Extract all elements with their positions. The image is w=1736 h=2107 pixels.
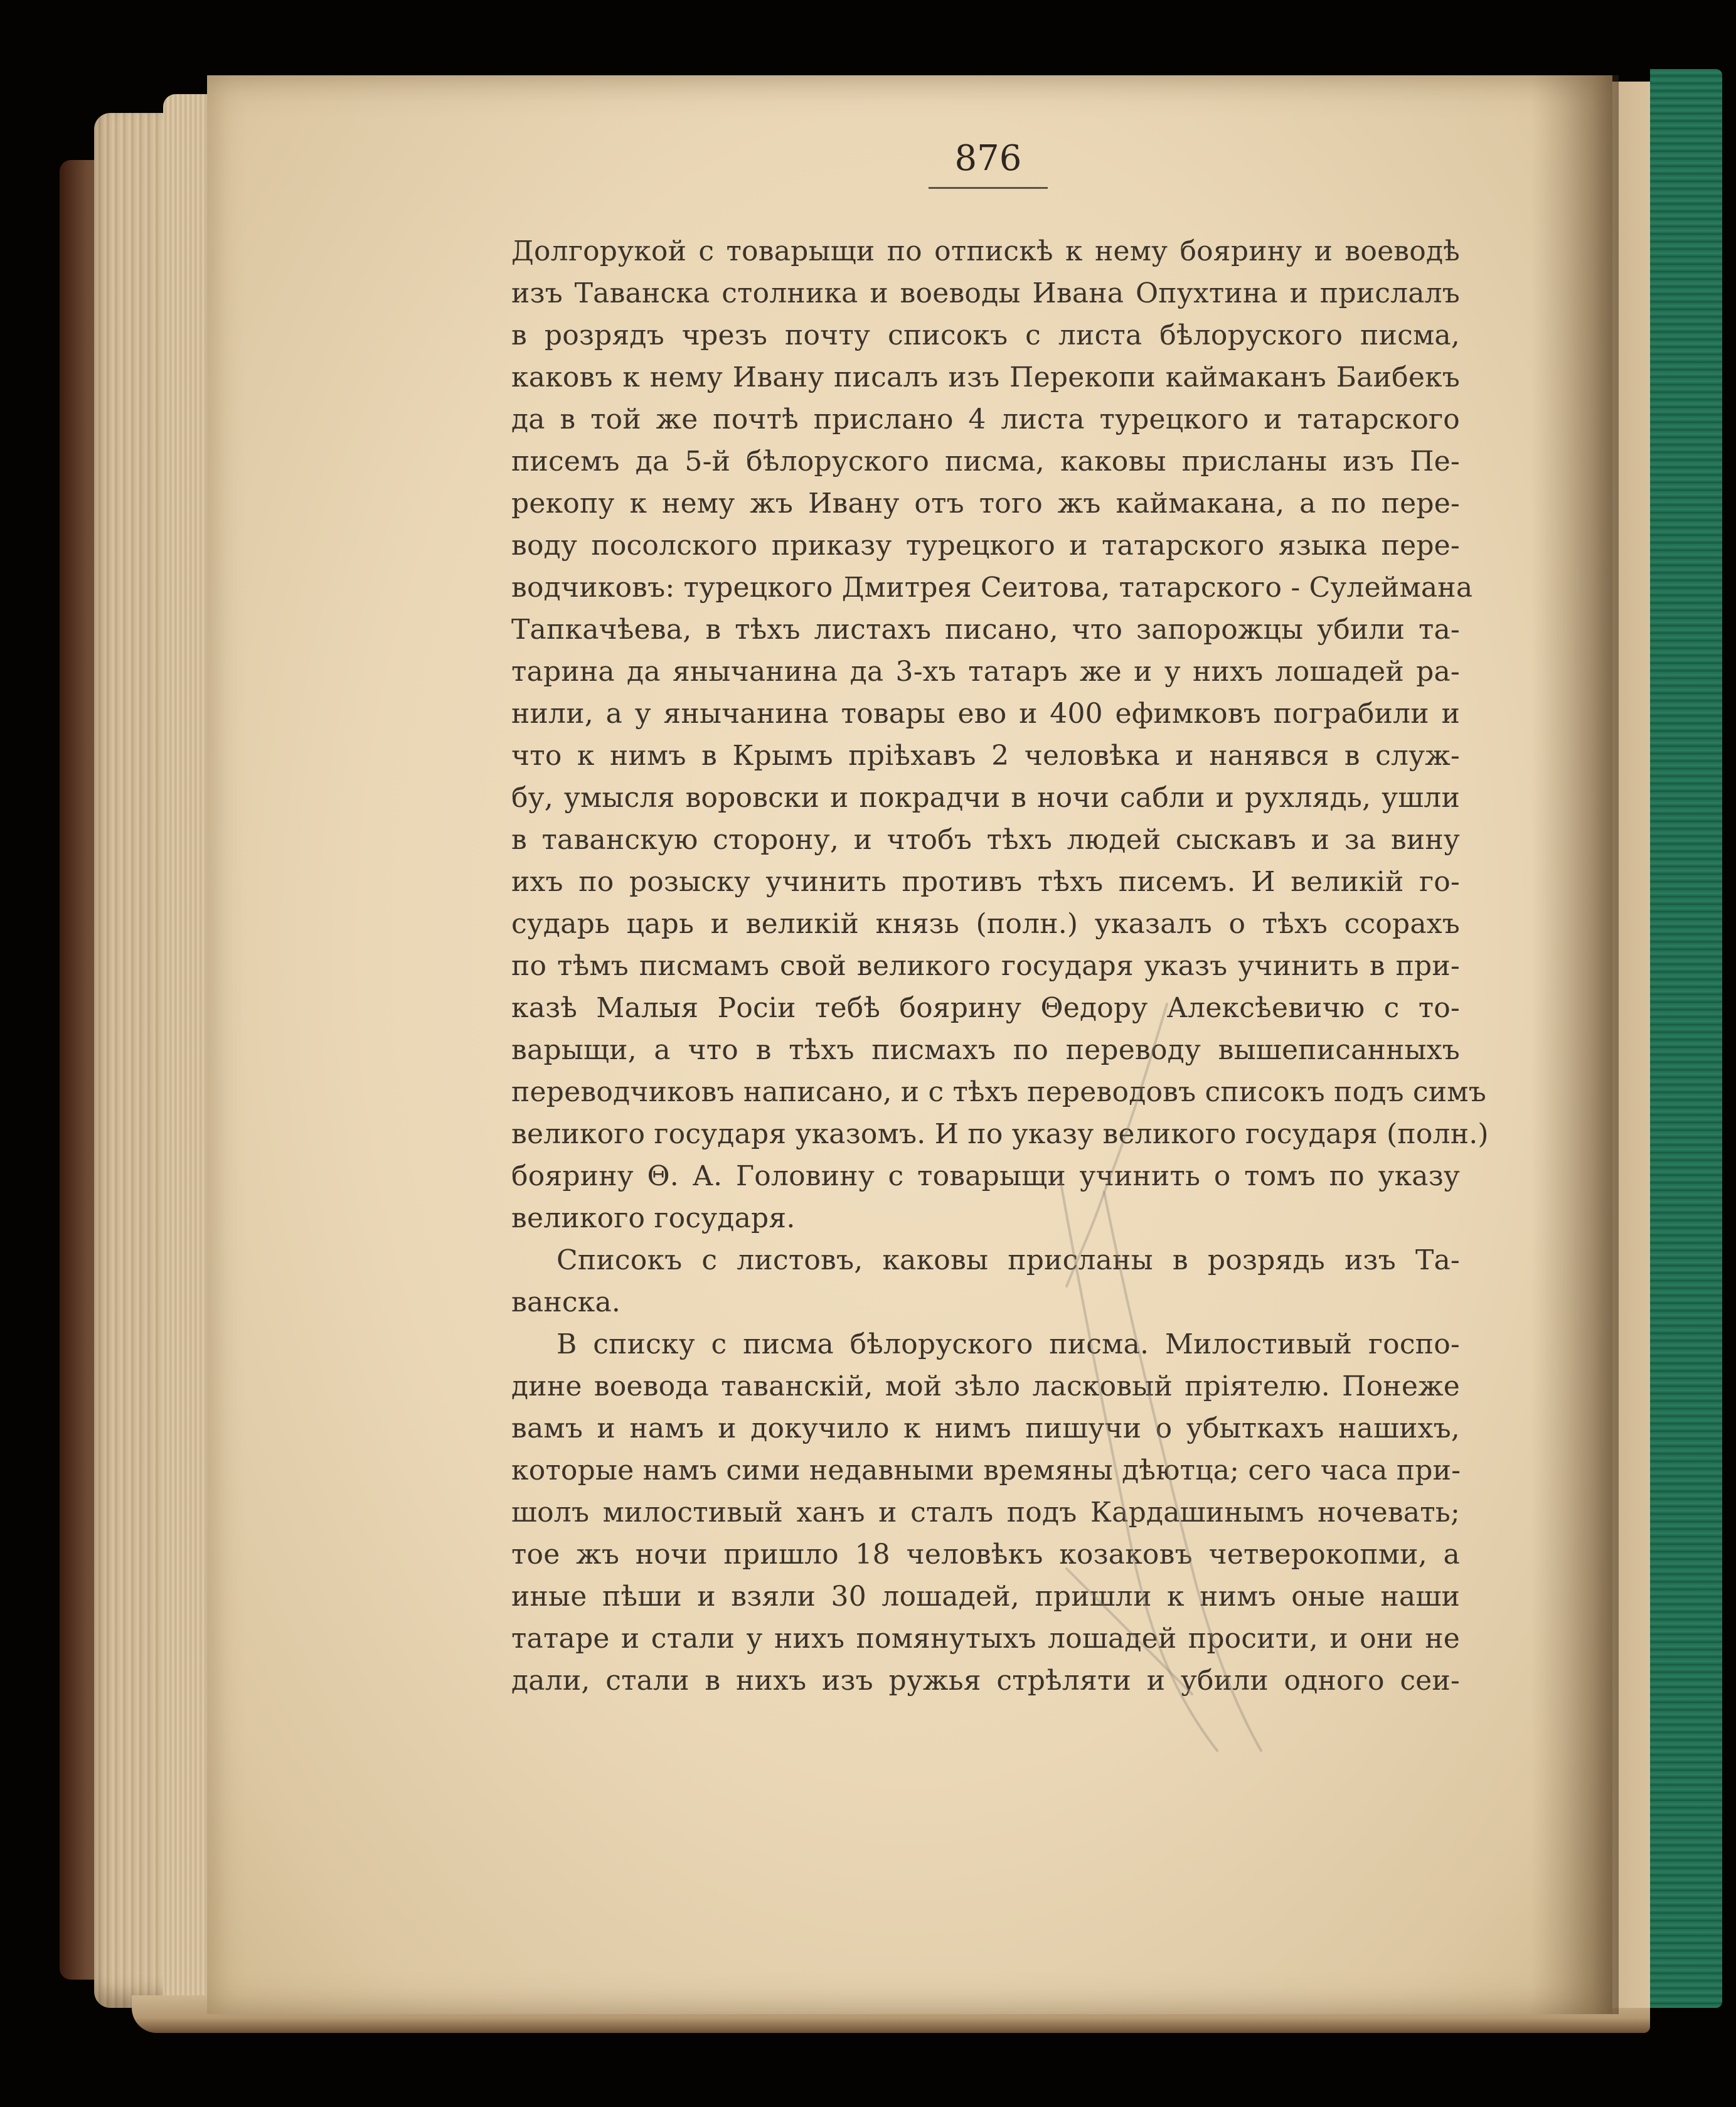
- page-number: 876: [954, 138, 1022, 179]
- body-text: [511, 230, 1489, 1702]
- text-line: каковъ к нему Ивану писалъ изъ Перекопи каймаканъ Баибекъ: [511, 361, 1460, 393]
- text-line: рекопу к нему жъ Ивану отъ того жъ каймакана, а по пере-: [511, 488, 1460, 520]
- text-line: ванска.: [511, 1286, 621, 1318]
- text-line: В списку с писма бѣлоруского писма. Милостивый госпо-: [556, 1328, 1460, 1360]
- text-line: тарина да янычанина да 3-хъ татаръ же и у нихъ лошадей ра-: [511, 656, 1460, 688]
- text-line: изъ Таванска столника и воеводы Ивана Опухтина и прислалъ: [511, 277, 1460, 309]
- text-line: нили, а у янычанина товары ево и 400 ефимковъ пограбили и: [511, 698, 1460, 730]
- text-line: Списокъ с листовъ, каковы присланы в розрядь изъ Та-: [556, 1244, 1460, 1276]
- text-line: сударь царь и великiй князь (полн.) указалъ о тѣхъ ссорахъ: [511, 908, 1460, 940]
- text-line: дине воевода таванскiй, мой зѣло ласковый прiятелю. Понеже: [511, 1370, 1460, 1402]
- text-line: шолъ милостивый ханъ и сталъ подъ Кардашинымъ ночевать;: [511, 1496, 1460, 1528]
- text-line: Долгорукой с товарыщи по отпискѣ к нему боярину и воеводѣ: [511, 235, 1460, 267]
- text-line: казѣ Малыя Росiи тебѣ боярину Θедору Алексѣевичю с то-: [511, 992, 1460, 1024]
- text-line: тое жъ ночи пришло 18 человѣкъ козаковъ четверокопми, а: [511, 1539, 1460, 1571]
- page-number-rule: [929, 187, 1048, 189]
- book-binding: [1650, 69, 1722, 2008]
- text-line: боярину Θ. А. Головину с товарыщи учинить о томъ по указу: [511, 1160, 1460, 1192]
- text-line: вамъ и намъ и докучило к нимъ пишучи о убыткахъ нашихъ,: [511, 1412, 1460, 1444]
- text-line: что к нимъ в Крымъ прiѣхавъ 2 человѣка и нанявся в служ-: [511, 740, 1460, 772]
- text-line: да в той же почтѣ прислано 4 листа турецкого и татарского: [511, 403, 1460, 435]
- text-line: Тапкачѣева, в тѣхъ листахъ писано, что запорожцы убили та-: [511, 614, 1460, 646]
- text-line: бу, умысля воровски и покрадчи в ночи сабли и рухлядь, ушли: [511, 782, 1460, 814]
- text-line: писемъ да 5-й бѣлоруского писма, каковы присланы изъ Пе-: [511, 445, 1460, 477]
- text-line: великого государя указомъ. И по указу великого государя (полн.): [511, 1118, 1489, 1150]
- text-line: воду посолского приказу турецкого и татарского языка пере-: [511, 530, 1460, 562]
- text-line: татаре и стали у нихъ помянутыхъ лошадей просити, и они не: [511, 1623, 1460, 1655]
- text-line: великого государя.: [511, 1202, 796, 1234]
- text-line: иные пѣши и взяли 30 лошадей, пришли к нимъ оные наши: [511, 1581, 1460, 1613]
- text-line: ихъ по розыску учинить противъ тѣхъ писемъ. И великiй го-: [511, 866, 1460, 898]
- text-line: водчиковъ: турецкого Дмитрея Сеитова, татарского - Сулеймана: [511, 572, 1473, 604]
- text-line: переводчиковъ написано, и с тѣхъ переводовъ списокъ подъ симъ: [511, 1076, 1486, 1108]
- page-gutter-shadow: [1531, 75, 1619, 2014]
- text-line: которые намъ сими недавными времяны дѣютца; сего часа при-: [511, 1454, 1461, 1486]
- text-line: дали, стали в нихъ изъ ружья стрѣляти и убили одного сеи-: [511, 1665, 1460, 1697]
- text-line: в таванскую сторону, и чтобъ тѣхъ людей сыскавъ и за вину: [511, 824, 1460, 856]
- text-line: варыщи, а что в тѣхъ писмахъ по переводу вышеписанныхъ: [511, 1034, 1460, 1066]
- text-line: в розрядъ чрезъ почту списокъ с листа бѣлоруского писма,: [511, 319, 1460, 351]
- text-line: по тѣмъ писмамъ свой великого государя указъ учинить в при-: [511, 950, 1460, 982]
